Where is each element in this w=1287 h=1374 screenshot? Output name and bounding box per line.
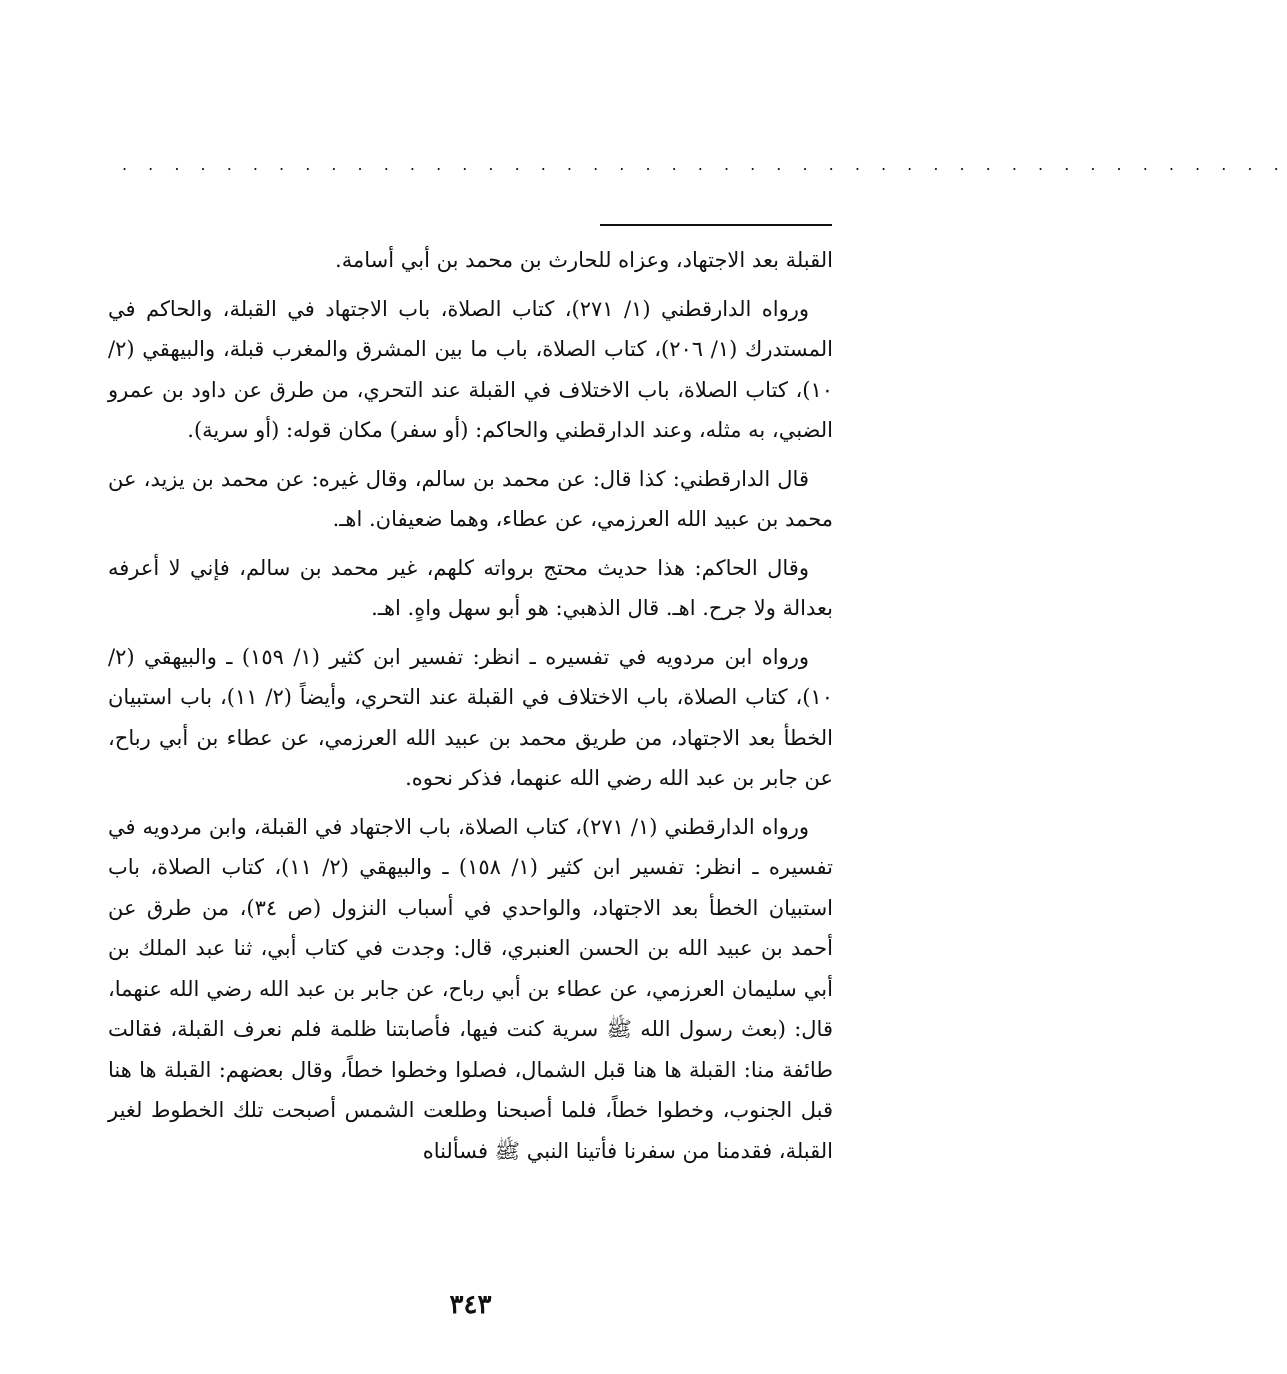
footnote-rule (600, 224, 832, 226)
footnote-paragraph: ورواه ابن مردويه في تفسيره ـ انظر: تفسير ابن كثير (١/ ١٥٩) ـ والبيهقي (٢/ ١٠)، كتاب الصلاة، باب الاختلاف في القبلة عند التحري، وأيضاً (٢/ ١١)، باب استبيان الخطأ بعد الاجتهاد، من طريق محمد بن عبيد الله العرزمي، عن عطاء بن أبي رباح، عن جابر بن عبد الله رضي الله عنهما، فذكر نحوه. (108, 644, 833, 790)
page-number: ٣٤٣ (449, 1290, 492, 1320)
footnote-paragraph: وقال الحاكم: هذا حديث محتج برواته كلهم، غير محمد بن سالم، فإني لا أعرفه بعدالة ولا جرح. اهـ. قال الذهبي: هو أبو سهل واهٍ. اهـ. (108, 555, 833, 620)
footnotes-block (108, 240, 833, 1179)
footnote-paragraph-continuation: القبلة بعد الاجتهاد، وعزاه للحارث بن محمد بن أبي أسامة. (335, 248, 833, 272)
footnote-paragraph: ورواه الدارقطني (١/ ٢٧١)، كتاب الصلاة، باب الاجتهاد في القبلة، وابن مردويه في تفسيره ـ انظر: تفسير ابن كثير (١/ ١٥٨) ـ والبيهقي (٢/ ١١)، كتاب الصلاة، باب استبيان الخطأ بعد الاجتهاد، والواحدي في أسباب النزول (ص ٣٤)، من طرق عن أحمد بن عبيد الله بن الحسن العنبري، قال: وجدت في كتاب أبي، ثنا عبد الملك بن أبي سليمان العرزمي، عن عطاء بن أبي رباح، عن جابر بن عبد الله رضي الله عنهما، قال: (بعث رسول الله ﷺ سرية كنت فيها، فأصابتنا ظلمة فلم نعرف القبلة، فقالت طائفة منا: القبلة ها هنا قبل الشمال، فصلوا وخطوا خطاً، وقال بعضهم: القبلة ها هنا قبل الجنوب، وخطوا خطاً، فلما أصبحنا وطلعت الشمس أصبحت تلك الخطوط لغير القبلة، فقدمنا من سفرنا فأتينا النبي ﷺ فسألناه (108, 814, 834, 1163)
footnote-paragraph: قال الدارقطني: كذا قال: عن محمد بن سالم، وقال غيره: عن محمد بن يزيد، عن محمد بن عبيد الله العرزمي، عن عطاء، وهما ضعيفان. اهـ. (108, 466, 833, 531)
footnote-paragraph: ورواه الدارقطني (١/ ٢٧١)، كتاب الصلاة، باب الاجتهاد في القبلة، والحاكم في المستدرك (١/ ٢٠٦)، كتاب الصلاة، باب ما بين المشرق والمغرب قبلة، والبيهقي (٢/ ١٠)، كتاب الصلاة، باب الاختلاف في القبلة عند التحري، من طرق عن داود بن عمرو الضبي، به مثله، وعند الدارقطني والحاكم: (أو سفر) مكان قوله: (أو سرية). (108, 296, 833, 442)
dotted-separator: . . . . . . . . . . . . . . . . . . . . . . . . . . . . . . . . . . . . . . . . . . . . . (122, 155, 1287, 174)
